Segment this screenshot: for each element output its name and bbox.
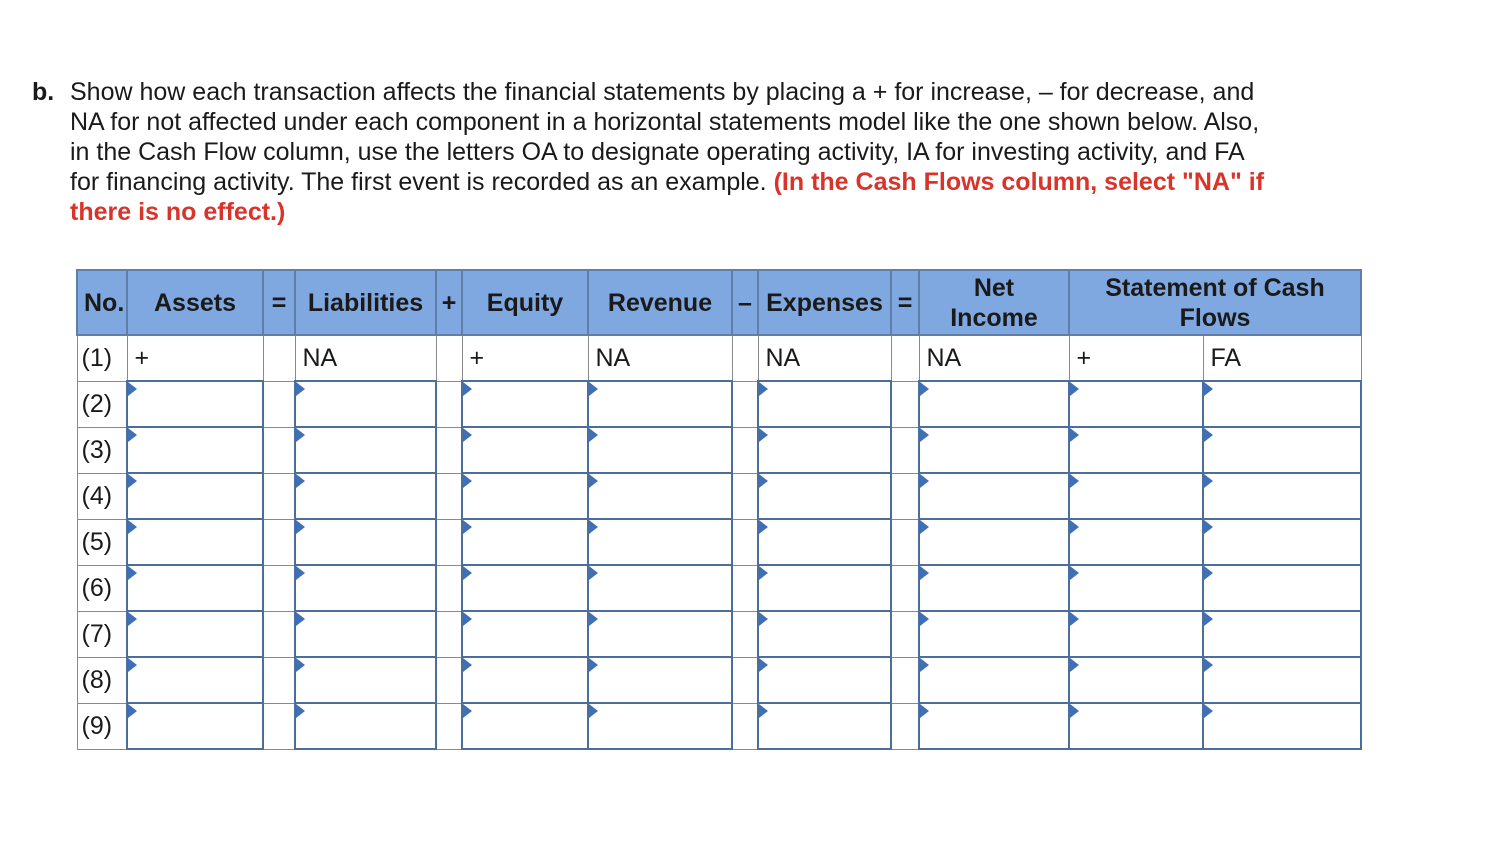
assets-dropdown[interactable] bbox=[127, 519, 263, 565]
dropdown-select[interactable] bbox=[128, 612, 262, 656]
operator-cell bbox=[732, 381, 758, 427]
dropdown-select[interactable] bbox=[463, 704, 587, 748]
header-equity: Equity bbox=[462, 270, 588, 335]
row-number: (9) bbox=[77, 703, 127, 749]
dropdown-select[interactable] bbox=[759, 566, 890, 610]
example-assets: + bbox=[127, 335, 263, 381]
liabilities-dropdown[interactable] bbox=[295, 473, 436, 519]
header-expenses: Expenses bbox=[758, 270, 891, 335]
operator-cell bbox=[436, 381, 462, 427]
example-liabilities: NA bbox=[295, 335, 436, 381]
equity-dropdown[interactable] bbox=[462, 519, 588, 565]
table-row bbox=[77, 519, 1361, 565]
row-number: (3) bbox=[77, 427, 127, 473]
dropdown-select[interactable] bbox=[1204, 704, 1360, 748]
cash-activity-dropdown[interactable] bbox=[1203, 703, 1361, 749]
header-assets: Assets bbox=[127, 270, 263, 335]
row-number: (6) bbox=[77, 565, 127, 611]
dropdown-select[interactable] bbox=[589, 382, 731, 426]
cash-effect-dropdown[interactable] bbox=[1069, 427, 1203, 473]
dropdown-select[interactable] bbox=[296, 428, 435, 472]
equity-dropdown[interactable] bbox=[462, 611, 588, 657]
dropdown-select[interactable] bbox=[1204, 428, 1360, 472]
header-cash-flows-line1: Statement of Cash bbox=[1105, 273, 1325, 302]
revenue-dropdown[interactable] bbox=[588, 565, 732, 611]
operator-cell bbox=[436, 427, 462, 473]
expenses-dropdown[interactable] bbox=[758, 427, 891, 473]
operator-cell bbox=[891, 703, 919, 749]
dropdown-select[interactable] bbox=[589, 520, 731, 564]
dropdown-select[interactable] bbox=[920, 474, 1068, 518]
dropdown-select[interactable] bbox=[759, 520, 890, 564]
liabilities-dropdown[interactable] bbox=[295, 703, 436, 749]
row-number: (5) bbox=[77, 519, 127, 565]
dropdown-select[interactable] bbox=[128, 704, 262, 748]
dropdown-select[interactable] bbox=[1204, 612, 1360, 656]
cash-activity-dropdown[interactable] bbox=[1203, 473, 1361, 519]
dropdown-select[interactable] bbox=[128, 658, 262, 702]
dropdown-select[interactable] bbox=[920, 658, 1068, 702]
dropdown-select[interactable] bbox=[463, 428, 587, 472]
expenses-dropdown[interactable] bbox=[758, 565, 891, 611]
dropdown-select[interactable] bbox=[463, 658, 587, 702]
example-equity: + bbox=[462, 335, 588, 381]
header-row bbox=[77, 270, 1361, 335]
expenses-dropdown[interactable] bbox=[758, 473, 891, 519]
header-equals-1: = bbox=[263, 270, 295, 335]
net-income-dropdown[interactable] bbox=[919, 519, 1069, 565]
revenue-dropdown[interactable] bbox=[588, 703, 732, 749]
assets-dropdown[interactable] bbox=[127, 565, 263, 611]
dropdown-select[interactable] bbox=[589, 566, 731, 610]
liabilities-dropdown[interactable] bbox=[295, 565, 436, 611]
operator-cell bbox=[263, 427, 295, 473]
operator-cell bbox=[436, 703, 462, 749]
assets-dropdown[interactable] bbox=[127, 427, 263, 473]
net-income-dropdown[interactable] bbox=[919, 381, 1069, 427]
dropdown-select[interactable] bbox=[463, 520, 587, 564]
dropdown-select[interactable] bbox=[589, 474, 731, 518]
assets-dropdown[interactable] bbox=[127, 473, 263, 519]
table-row bbox=[77, 381, 1361, 427]
liabilities-dropdown[interactable] bbox=[295, 657, 436, 703]
expenses-dropdown[interactable] bbox=[758, 657, 891, 703]
table-row bbox=[77, 657, 1361, 703]
operator-cell bbox=[436, 657, 462, 703]
assets-dropdown[interactable] bbox=[127, 657, 263, 703]
header-minus: – bbox=[732, 270, 758, 335]
dropdown-select[interactable] bbox=[1204, 566, 1360, 610]
operator-cell bbox=[732, 611, 758, 657]
dropdown-select[interactable] bbox=[128, 474, 262, 518]
operator-cell bbox=[436, 473, 462, 519]
dropdown-select[interactable] bbox=[463, 474, 587, 518]
header-net-income-line1: Net bbox=[973, 273, 1015, 302]
revenue-dropdown[interactable] bbox=[588, 473, 732, 519]
dropdown-select[interactable] bbox=[920, 382, 1068, 426]
table-row bbox=[77, 565, 1361, 611]
dropdown-select[interactable] bbox=[1204, 474, 1360, 518]
operator-cell bbox=[263, 611, 295, 657]
cash-activity-dropdown[interactable] bbox=[1203, 611, 1361, 657]
operator-cell bbox=[891, 473, 919, 519]
row-number: (1) bbox=[77, 335, 127, 381]
liabilities-dropdown[interactable] bbox=[295, 381, 436, 427]
header-net-income-line2: Income bbox=[950, 303, 1038, 332]
operator-cell bbox=[891, 611, 919, 657]
example-net-income: NA bbox=[919, 335, 1069, 381]
dropdown-select[interactable] bbox=[1204, 382, 1360, 426]
operator-cell bbox=[732, 657, 758, 703]
operator-cell bbox=[436, 335, 462, 381]
operator-cell bbox=[263, 703, 295, 749]
operator-cell bbox=[732, 565, 758, 611]
operator-cell bbox=[891, 657, 919, 703]
operator-cell bbox=[891, 519, 919, 565]
expenses-dropdown[interactable] bbox=[758, 703, 891, 749]
example-revenue: NA bbox=[588, 335, 732, 381]
dropdown-select[interactable] bbox=[1070, 428, 1202, 472]
instructions-note: (In the Cash Flows column, select "NA" if there is no effect.) bbox=[70, 168, 1265, 226]
dropdown-select[interactable] bbox=[759, 612, 890, 656]
dropdown-select[interactable] bbox=[296, 612, 435, 656]
instructions-body: Show how each transaction affects the financial statements by placing a + for increase, – for decrease, and NA for not affected under each component in a horizontal statements model like the one shown below. Also, in the Cash Flow column, use the letters OA to designate operating activity, IA for investing activity, and FA for financing activity. The first event is recorded as an example. bbox=[70, 78, 1260, 196]
example-cash-effect: + bbox=[1069, 335, 1203, 381]
cash-effect-dropdown[interactable] bbox=[1069, 611, 1203, 657]
dropdown-select[interactable] bbox=[589, 704, 731, 748]
operator-cell bbox=[732, 703, 758, 749]
assets-dropdown[interactable] bbox=[127, 381, 263, 427]
header-liabilities: Liabilities bbox=[295, 270, 436, 335]
operator-cell bbox=[263, 473, 295, 519]
dropdown-select[interactable] bbox=[589, 612, 731, 656]
cash-activity-dropdown[interactable] bbox=[1203, 427, 1361, 473]
dropdown-select[interactable] bbox=[296, 474, 435, 518]
operator-cell bbox=[732, 427, 758, 473]
dropdown-select[interactable] bbox=[589, 658, 731, 702]
operator-cell bbox=[436, 519, 462, 565]
dropdown-select[interactable] bbox=[1204, 658, 1360, 702]
table-row bbox=[77, 473, 1361, 519]
revenue-dropdown[interactable] bbox=[588, 611, 732, 657]
header-net-income bbox=[919, 270, 1069, 335]
table-row bbox=[77, 611, 1361, 657]
dropdown-select[interactable] bbox=[920, 566, 1068, 610]
net-income-dropdown[interactable] bbox=[919, 657, 1069, 703]
dropdown-select[interactable] bbox=[463, 566, 587, 610]
liabilities-dropdown[interactable] bbox=[295, 427, 436, 473]
header-equals-2: = bbox=[891, 270, 919, 335]
dropdown-select[interactable] bbox=[759, 474, 890, 518]
example-expenses: NA bbox=[758, 335, 891, 381]
row-number: (2) bbox=[77, 381, 127, 427]
expenses-dropdown[interactable] bbox=[758, 519, 891, 565]
dropdown-select[interactable] bbox=[1070, 704, 1202, 748]
header-cash-flows bbox=[1069, 270, 1361, 335]
header-revenue: Revenue bbox=[588, 270, 732, 335]
example-cash-activity: FA bbox=[1203, 335, 1361, 381]
dropdown-select[interactable] bbox=[128, 428, 262, 472]
operator-cell bbox=[732, 473, 758, 519]
revenue-dropdown[interactable] bbox=[588, 519, 732, 565]
example-row bbox=[77, 335, 1361, 381]
dropdown-select[interactable] bbox=[920, 428, 1068, 472]
operator-cell bbox=[891, 381, 919, 427]
table-row bbox=[77, 703, 1361, 749]
dropdown-select[interactable] bbox=[128, 566, 262, 610]
operator-cell bbox=[263, 381, 295, 427]
revenue-dropdown[interactable] bbox=[588, 427, 732, 473]
equity-dropdown[interactable] bbox=[462, 565, 588, 611]
row-number: (7) bbox=[77, 611, 127, 657]
dropdown-select[interactable] bbox=[1070, 612, 1202, 656]
dropdown-select[interactable] bbox=[463, 612, 587, 656]
revenue-dropdown[interactable] bbox=[588, 657, 732, 703]
operator-cell bbox=[263, 657, 295, 703]
revenue-dropdown[interactable] bbox=[588, 381, 732, 427]
dropdown-select[interactable] bbox=[759, 428, 890, 472]
assets-dropdown[interactable] bbox=[127, 703, 263, 749]
net-income-dropdown[interactable] bbox=[919, 611, 1069, 657]
operator-cell bbox=[891, 427, 919, 473]
dropdown-select[interactable] bbox=[759, 704, 890, 748]
cash-activity-dropdown[interactable] bbox=[1203, 657, 1361, 703]
dropdown-select[interactable] bbox=[296, 658, 435, 702]
dropdown-select[interactable] bbox=[920, 612, 1068, 656]
table-row bbox=[77, 427, 1361, 473]
cash-effect-dropdown[interactable] bbox=[1069, 703, 1203, 749]
dropdown-select[interactable] bbox=[1070, 520, 1202, 564]
operator-cell bbox=[891, 335, 919, 381]
dropdown-select[interactable] bbox=[296, 382, 435, 426]
cash-activity-dropdown[interactable] bbox=[1203, 381, 1361, 427]
dropdown-select[interactable] bbox=[1070, 566, 1202, 610]
dropdown-select[interactable] bbox=[128, 382, 262, 426]
assets-dropdown[interactable] bbox=[127, 611, 263, 657]
equity-dropdown[interactable] bbox=[462, 427, 588, 473]
cash-activity-dropdown[interactable] bbox=[1203, 565, 1361, 611]
equity-dropdown[interactable] bbox=[462, 381, 588, 427]
expenses-dropdown[interactable] bbox=[758, 611, 891, 657]
liabilities-dropdown[interactable] bbox=[295, 519, 436, 565]
dropdown-select[interactable] bbox=[128, 520, 262, 564]
dropdown-select[interactable] bbox=[1070, 382, 1202, 426]
row-number: (4) bbox=[77, 473, 127, 519]
dropdown-select[interactable] bbox=[296, 520, 435, 564]
liabilities-dropdown[interactable] bbox=[295, 611, 436, 657]
dropdown-select[interactable] bbox=[296, 566, 435, 610]
cash-effect-dropdown[interactable] bbox=[1069, 519, 1203, 565]
dropdown-select[interactable] bbox=[759, 382, 890, 426]
cash-effect-dropdown[interactable] bbox=[1069, 381, 1203, 427]
instructions-text bbox=[70, 77, 1272, 227]
operator-cell bbox=[263, 519, 295, 565]
cash-effect-dropdown[interactable] bbox=[1069, 657, 1203, 703]
dropdown-select[interactable] bbox=[296, 704, 435, 748]
header-plus: + bbox=[436, 270, 462, 335]
operator-cell bbox=[732, 519, 758, 565]
operator-cell bbox=[891, 565, 919, 611]
equity-dropdown[interactable] bbox=[462, 703, 588, 749]
cash-effect-dropdown[interactable] bbox=[1069, 473, 1203, 519]
operator-cell bbox=[436, 611, 462, 657]
dropdown-select[interactable] bbox=[1070, 658, 1202, 702]
header-cash-flows-line2: Flows bbox=[1179, 303, 1251, 332]
operator-cell bbox=[263, 335, 295, 381]
cash-activity-dropdown[interactable] bbox=[1203, 519, 1361, 565]
equity-dropdown[interactable] bbox=[462, 657, 588, 703]
part-letter: b. bbox=[32, 78, 55, 106]
net-income-dropdown[interactable] bbox=[919, 565, 1069, 611]
expenses-dropdown[interactable] bbox=[758, 381, 891, 427]
header-no: No. bbox=[77, 270, 127, 335]
dropdown-select[interactable] bbox=[1204, 520, 1360, 564]
row-number: (8) bbox=[77, 657, 127, 703]
operator-cell bbox=[263, 565, 295, 611]
dropdown-select[interactable] bbox=[920, 520, 1068, 564]
operator-cell bbox=[732, 335, 758, 381]
dropdown-select[interactable] bbox=[589, 428, 731, 472]
operator-cell bbox=[436, 565, 462, 611]
net-income-dropdown[interactable] bbox=[919, 703, 1069, 749]
dropdown-select[interactable] bbox=[920, 704, 1068, 748]
dropdown-select[interactable] bbox=[759, 658, 890, 702]
cash-effect-dropdown[interactable] bbox=[1069, 565, 1203, 611]
net-income-dropdown[interactable] bbox=[919, 473, 1069, 519]
dropdown-select[interactable] bbox=[1070, 474, 1202, 518]
horizontal-statements-table bbox=[76, 269, 1362, 750]
equity-dropdown[interactable] bbox=[462, 473, 588, 519]
instructions-block bbox=[32, 77, 1272, 227]
dropdown-select[interactable] bbox=[463, 382, 587, 426]
net-income-dropdown[interactable] bbox=[919, 427, 1069, 473]
